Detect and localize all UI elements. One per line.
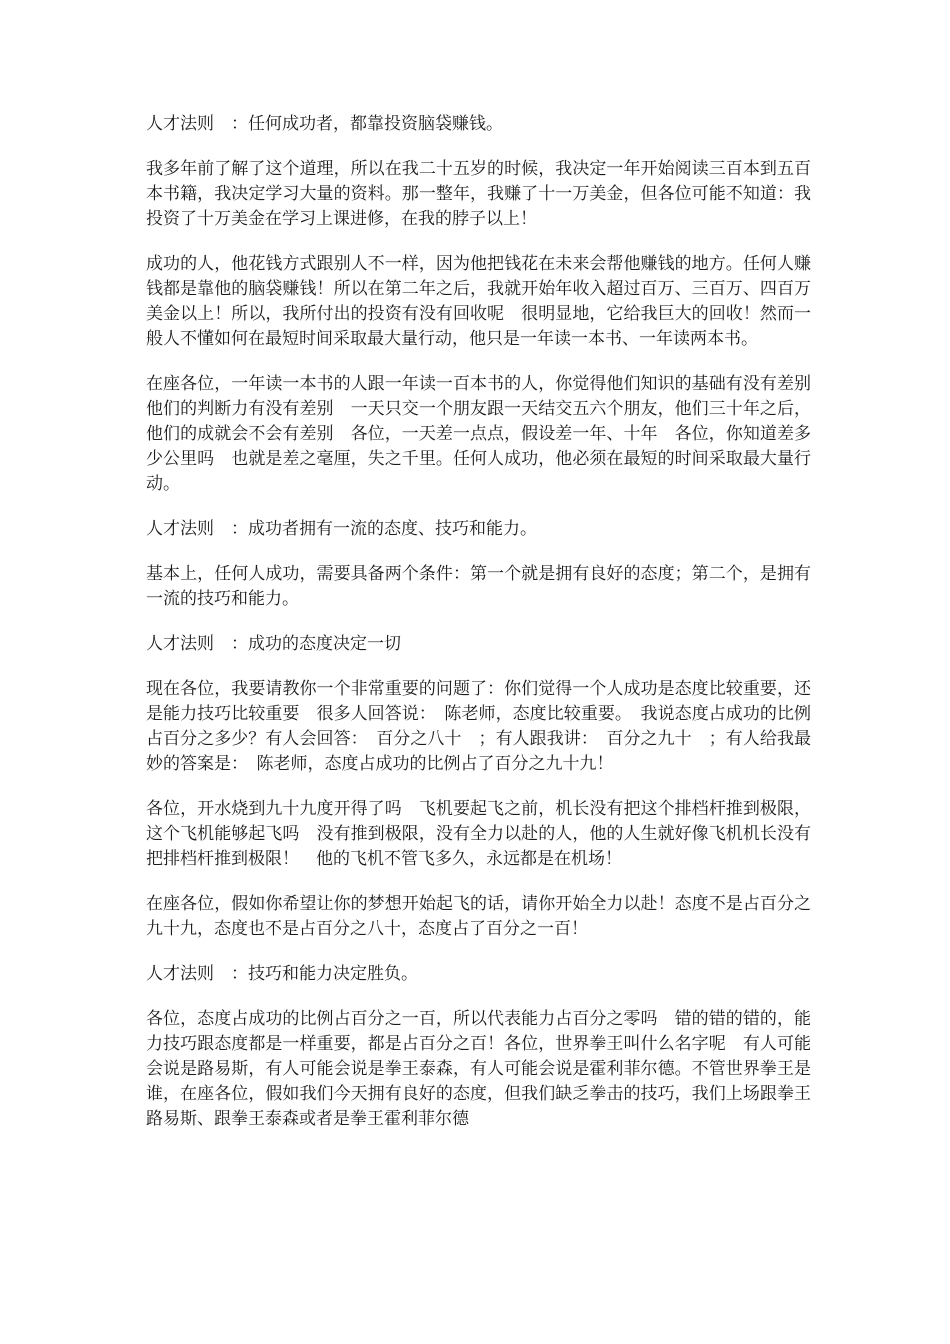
- body-paragraph: 各位，开水烧到九十九度开得了吗 飞机要起飞之前，机长没有把这个排档杆推到极限，这个飞机能够起飞吗 没有推到极限，没有全力以赴的人，他的人生就好像飞机机长没有把排档杆推到极限！ 他的飞机不管飞多久，永远都是在机场！: [146, 799, 811, 869]
- body-paragraph: 各位，态度占成功的比例占百分之一百，所以代表能力占百分之零吗 错的错的错的，能力技巧跟态度都是一样重要，都是占百分之百！各位，世界拳王叫什么名字呢 有人可能会说是路易斯，有人可能会说是拳王泰森，有人可能会说是霍利菲尔德。不管世界拳王是谁，在座各位，假如我们今天拥有良好的态度，但我们缺乏拳击的技巧，我们上场跟拳王路易斯、跟拳王泰森或者是拳王霍利菲尔德: [146, 1009, 811, 1129]
- document-page: [146, 112, 828, 1152]
- section-heading: 人才法则 ：任何成功者，都靠投资脑袋赚钱。: [146, 114, 503, 134]
- body-paragraph: 现在各位，我要请教你一个非常重要的问题了：你们觉得一个人成功是态度比较重要，还是能力技巧比较重要 很多人回答说： 陈老师，态度比较重要。 我说态度占成功的比例占百分之多少？有人会回答： 百分之八十 ；有人跟我讲： 百分之九十 ；有人给我最妙的答案是： 陈老师，态度占成功的比例占了百分之九十九！: [146, 679, 811, 774]
- body-paragraph: 成功的人，他花钱方式跟别人不一样，因为他把钱花在未来会帮他赚钱的地方。任何人赚钱都是靠他的脑袋赚钱！所以在第二年之后，我就开始年收入超过百万、三百万、四百万美金以上！所以，我所付出的投资有没有回收呢 很明显地，它给我巨大的回收！然而一般人不懂如何在最短时间采取最大量行动，他只是一年读一本书、一年读两本书。: [146, 254, 811, 349]
- body-paragraph: 在座各位，一年读一本书的人跟一年读一百本书的人，你觉得他们知识的基础有没有差别 他们的判断力有没有差别 一天只交一个朋友跟一天结交五六个朋友，他们三十年之后，他们的成就会不会有差别 各位，一天差一点点，假设差一年、十年 各位，你知道差多少公里吗 也就是差之毫厘，失之千里。任何人成功，他必须在最短的时间采取最大量行动。: [146, 374, 828, 494]
- section-heading: 人才法则 ：技巧和能力决定胜负。: [146, 964, 418, 984]
- body-paragraph: 我多年前了解了这个道理，所以在我二十五岁的时候，我决定一年开始阅读三百本到五百本书籍，我决定学习大量的资料。那一整年，我赚了十一万美金，但各位可能不知道：我投资了十万美金在学习上课进修，在我的脖子以上！: [146, 159, 811, 229]
- section-heading: 人才法则 ：成功的态度决定一切: [146, 634, 401, 654]
- body-paragraph: 基本上，任何人成功，需要具备两个条件：第一个就是拥有良好的态度；第二个，是拥有一流的技巧和能力。: [146, 564, 811, 609]
- section-heading: 人才法则 ：成功者拥有一流的态度、技巧和能力。: [146, 519, 537, 539]
- body-paragraph: 在座各位，假如你希望让你的梦想开始起飞的话，请你开始全力以赴！态度不是占百分之九十九，态度也不是占百分之八十，态度占了百分之一百！: [146, 894, 811, 939]
